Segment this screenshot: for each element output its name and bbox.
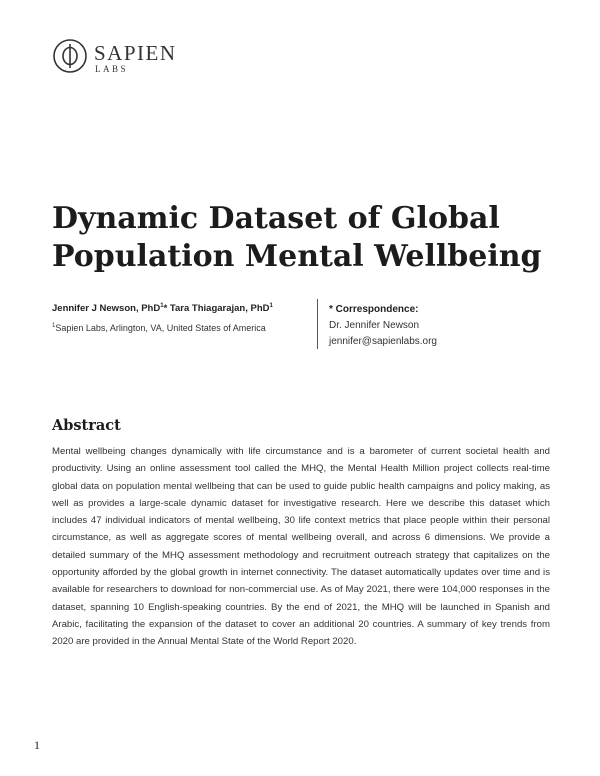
author-list bbox=[52, 303, 273, 314]
author-1: Jennifer J Newson, PhD bbox=[52, 303, 161, 314]
abstract-heading: Abstract bbox=[52, 417, 121, 434]
page-number: 1 bbox=[34, 738, 40, 752]
author-2-affiliation-marker: 1 bbox=[269, 302, 273, 309]
correspondence-block bbox=[329, 302, 437, 350]
correspondence-heading: * Correspondence: bbox=[329, 304, 419, 315]
vertical-divider bbox=[317, 299, 318, 349]
logo-wordmark: SAPIEN bbox=[94, 41, 177, 65]
logo-subtitle: LABS bbox=[95, 64, 129, 74]
sapien-labs-logo bbox=[52, 38, 182, 78]
correspondence-email[interactable]: jennifer@sapienlabs.org bbox=[329, 336, 437, 347]
affiliation-text: Sapien Labs, Arlington, VA, United States of America bbox=[55, 323, 266, 333]
affiliation-marker: 1 bbox=[52, 323, 56, 329]
author-1-affiliation-marker: 1 bbox=[160, 302, 164, 309]
paper-title: Dynamic Dataset of Global Population Mental Wellbeing bbox=[52, 201, 542, 274]
author-2: * Tara Thiagarajan, PhD bbox=[163, 303, 270, 314]
phi-logo-icon bbox=[52, 38, 88, 74]
affiliation bbox=[52, 323, 266, 333]
abstract-text: Mental wellbeing changes dynamically with life circumstance and is a barometer of current societal health and productivity. Using an online assessment tool called the MHQ, the Mental Health Million project collects real-time global data on population mental wellbeing that can be used to guide public health campaigns and policy making, as well as provides a large-scale dynamic dataset for investigative research. Here we describe this dataset which includes 47 individual indicators of mental wellbeing, 30 life context metrics that place people within their personal circumstance, as well as aggregate scores of mental wellbeing overall, and across 6 dimensions. We provide a detailed summary of the MHQ assessment methodology and recruitment outreach strategy that capitalizes on the opportunity afforded by the global growth in internet connectivity. The dataset automatically updates over time and is available for researchers to download for non-commercial use. As of May 2021, there were 104,000 responses in the dataset, spanning 10 English-speaking countries. By the end of 2021, the MHQ will be launched in Spanish and Arabic, facilitating the expansion of the dataset to cover an additional 20 countries. A summary of key trends from 2020 are provided in the Annual Mental State of the World Report 2020. bbox=[52, 446, 550, 648]
correspondence-name: Dr. Jennifer Newson bbox=[329, 320, 420, 331]
